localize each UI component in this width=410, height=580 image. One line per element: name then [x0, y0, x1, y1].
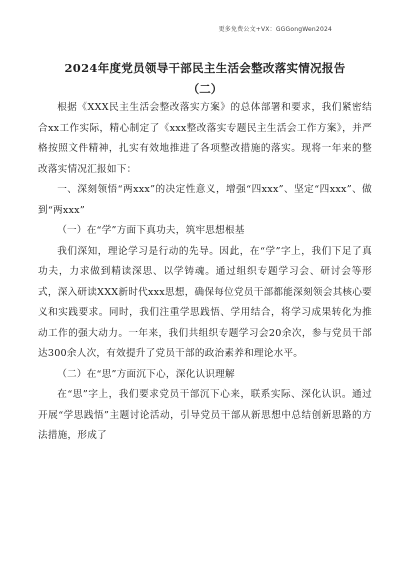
- paragraph-think: 在“思”字上，我们要求党员干部沉下心来，联系实际、深化认识。通过开展“学思践悟”主题讨论活动，引导党员干部从新思想中总结创新思路的方法措施，形成了: [38, 389, 372, 441]
- heading-subsection-1: （一）在“学”方面下真功夫，筑牢思想根基: [57, 225, 245, 236]
- heading-section-1: 一、深刻领悟“两xxx”的决定性意义，增强“四xxx”、坚定“四xxx”、做到“两xxx”: [38, 184, 372, 216]
- paragraph-study: 我们深知，理论学习是行动的先导。因此，在“学”字上，我们下足了真功夫，力求做到精读深思、以学铸魂。通过组织专题学习会、研讨会等形式，深入研读XXX新时代xxx思想，确保每位党员干部都能深刻领会其核心要义和实践要求。同时，我们注重学思践悟、学用结合，将学习成果转化为推动工作的强大动力。一年来，我们共组织专题学习会20余次，参与党员干部达300余人次，有效提升了党员干部的政治素养和理论水平。: [38, 245, 372, 359]
- paragraph-intro: 根据《XXX民主生活会整改落实方案》的总体部署和要求，我们紧密结合xx工作实际，精心制定了《xxx整改落实专题民主生活会工作方案》，并严格按照文件精神，扎实有效地推进了各项整改措施的落实。现将一年来的整改落实情况汇报如下：: [38, 102, 372, 175]
- document-title: 2024年度党员领导干部民主生活会整改落实情况报告: [64, 61, 346, 75]
- watermark-text: 更多免费公文+VX：GGGongWen2024: [218, 26, 332, 33]
- document-subtitle: （二）: [187, 82, 223, 96]
- document-body: [38, 98, 372, 447]
- heading-subsection-2: （二）在“思”方面沉下心，深化认识理解: [57, 368, 235, 380]
